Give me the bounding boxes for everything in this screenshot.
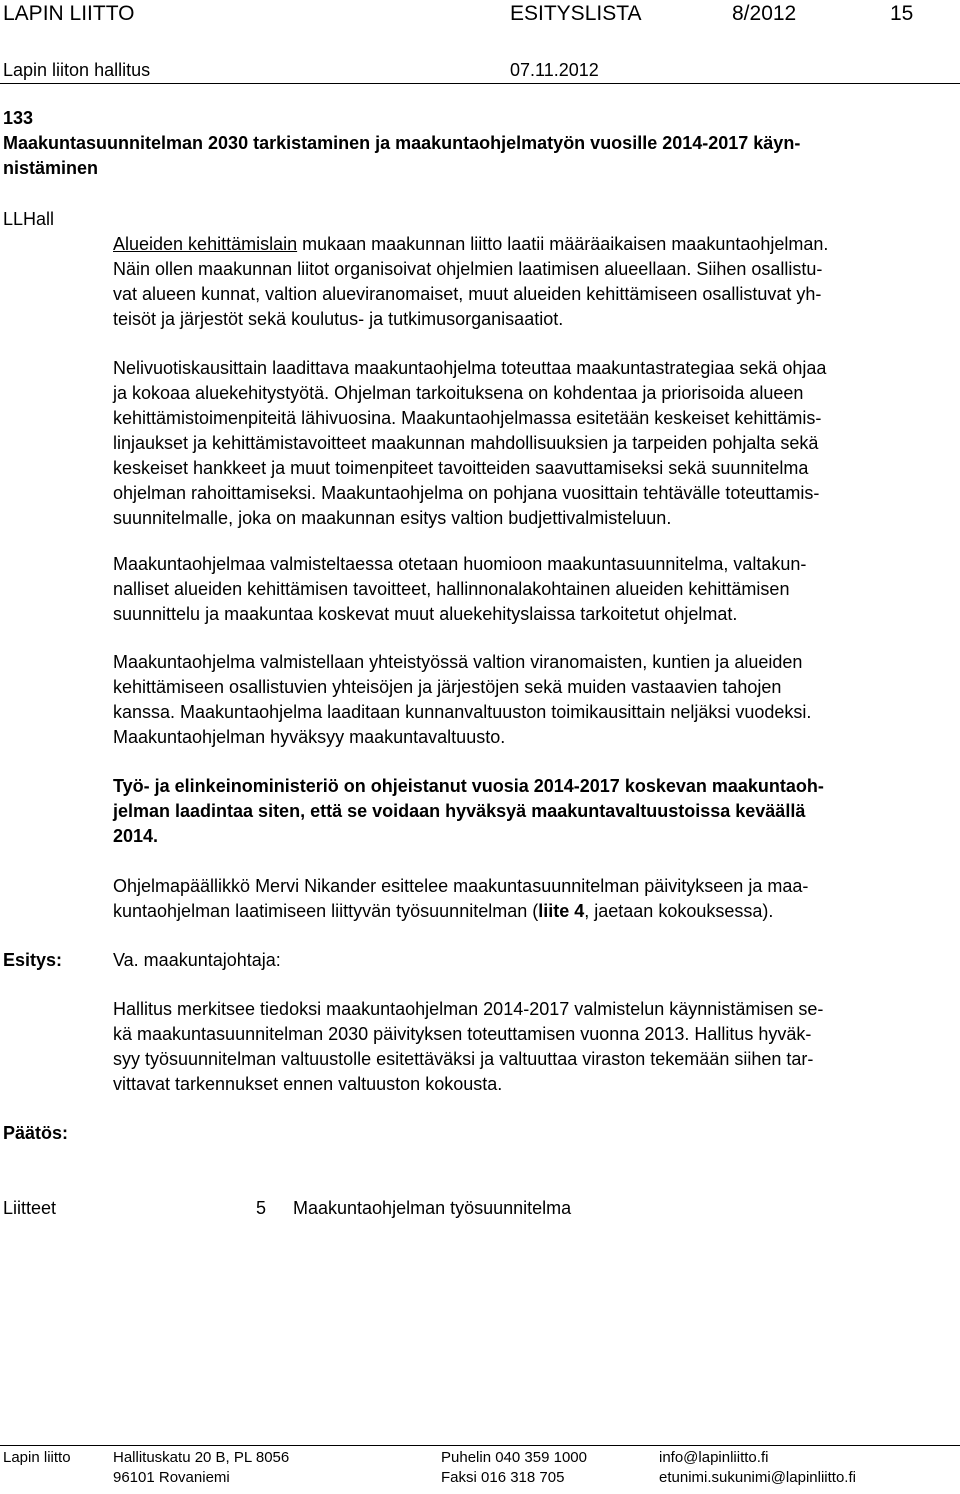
agenda-item-title	[3, 106, 800, 181]
item-title-line: nistäminen	[3, 158, 99, 178]
proposal-text: Hallitus merkitsee tiedoksi maakuntaohjelman 2014-2017 valmistelun käynnistämisen se- kä maakuntasuunnitelman 2030 päivityksen toteuttamisen vuonna 2013. Hallitus hyväk- syy työsuunnitelman valtuustolle esitettäväksi ja valtuuttaa viraston tekemään siihen tar- vittavat tarkennukset ennen valtuuston kokousta.	[113, 999, 824, 1094]
paragraph-5-bold: Työ- ja elinkeinoministeriö on ohjeistanut vuosia 2014-2017 koskevan maakuntaoh- jelman laadintaa siten, että se voidaan hyväksyä maakuntavaltuustoissa keväällä 2014.	[113, 776, 824, 846]
footer-phone: Puhelin 040 359 1000	[441, 1449, 587, 1466]
item-title-line: Maakuntasuunnitelman 2030 tarkistaminen ja maakuntaohjelmatyön vuosille 2014-2017 käyn-	[3, 133, 801, 153]
paragraph-4: Maakuntaohjelma valmistellaan yhteistyössä valtion viranomaisten, kuntien ja alueiden kehittämiseen osallistuvien yhteisöjen ja järjestöjen sekä muiden vastaavien tahojen kanssa. Maakuntaohjelma laaditaan kunnanvaltuuston toimikausittain neljäksi vuodeksi. Maakuntaohjelman hyväksyy maakuntavaltuusto.	[113, 652, 812, 747]
paragraph-6: Ohjelmapäällikkö Mervi Nikander esittelee maakuntasuunnitelman päivitykseen ja maa- kuntaohjelman laatimiseen liittyvän työsuunnitelman (liite 4, jaetaan kokouksessa).	[113, 876, 809, 921]
proposal-label: Esitys:	[3, 950, 63, 970]
decision-label: Päätös:	[3, 1123, 69, 1143]
paragraph-1: Alueiden kehittämislain mukaan maakunnan liitto laatii määräaikaisen maakuntaohjelman. Näin ollen maakunnan liitot organisoivat ohjelmien laatimisen alueellaan. Siihen osallistu- vat alueen kunnat, valtion alueviranomaiset, muut alueiden kehittämiseen osallistuvat yh- teisöt ja järjestöt sekä koulutus- ja tutkimusorganisaatiot.	[113, 234, 829, 329]
header-body-name: Lapin liiton hallitus	[3, 60, 151, 80]
paragraph-2: Nelivuotiskausittain laadittava maakuntaohjelma toteuttaa maakuntastrategiaa sekä ohjaa ja kokoaa aluekehitystyötä. Ohjelman tarkoituksena on kohdentaa ja priorisoida alueen kehittämistoimenpiteitä lähivuosina. Maakuntaohjelmassa esitetään keskeiset kehittämis- linjaukset ja kehittämistavoitteet maakunnan mahdollisuuksien ja tarpeiden pohjalta sekä keskeiset hankkeet ja muut toimenpiteet tavoitteiden saavuttamiseksi sekä suunnitelma ohjelman rahoittamiseksi. Maakuntaohjelma on pohjana vuosittain tehtävälle toteuttamis- suunnitelmalle, joka on maakunnan esitys valtion budjettivalmisteluun.	[113, 358, 827, 528]
header-date: 07.11.2012	[510, 60, 599, 80]
attachments-label: Liitteet	[3, 1198, 57, 1218]
footer-address: Hallituskatu 20 B, PL 8056	[113, 1449, 290, 1466]
header-rule	[0, 83, 960, 84]
header-org: LAPIN LIITTO	[3, 2, 135, 25]
footer-city: 96101 Rovaniemi	[113, 1469, 230, 1486]
preparer-label: LLHall	[3, 209, 55, 229]
footer-fax: Faksi 016 318 705	[441, 1469, 565, 1486]
proposal-by: Va. maakuntajohtaja:	[113, 950, 281, 970]
item-number: 133	[3, 108, 34, 128]
law-link[interactable]: Alueiden kehittämislain	[113, 234, 298, 254]
footer-org: Lapin liitto	[3, 1449, 71, 1466]
attachment-title: Maakuntaohjelman työsuunnitelma	[293, 1198, 572, 1218]
attachment-reference: liite 4	[538, 901, 585, 921]
footer-rule	[0, 1445, 960, 1446]
header-doc-number: 8/2012	[732, 2, 797, 25]
footer-email-pattern[interactable]: etunimi.sukunimi@lapinliitto.fi	[659, 1469, 856, 1486]
header-page-number: 15	[890, 2, 914, 25]
attachment-number: 5	[256, 1198, 267, 1218]
paragraph-3: Maakuntaohjelmaa valmisteltaessa otetaan huomioon maakuntasuunnitelma, valtakun- nalliset alueiden kehittämisen tavoitteet, hallinnonalakohtainen alueiden kehittämisen suunnittelu ja maakuntaa koskevat muut aluekehityslaissa tarkoitetut ohjelmat.	[113, 554, 807, 624]
footer-email-info[interactable]: info@lapinliitto.fi	[659, 1449, 769, 1466]
header-doc-type: ESITYSLISTA	[510, 2, 642, 25]
